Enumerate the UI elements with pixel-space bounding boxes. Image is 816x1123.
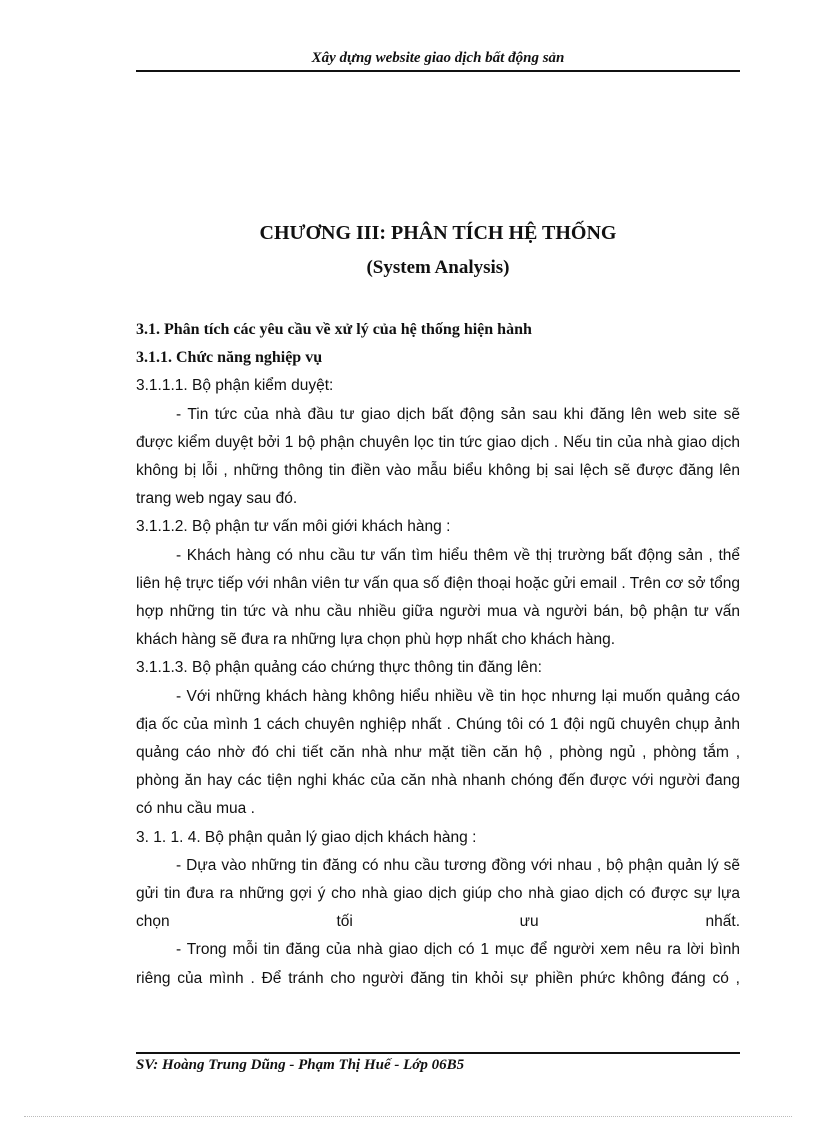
header-rule	[136, 70, 740, 72]
chapter-subtitle: (System Analysis)	[366, 257, 510, 278]
paragraph: - Khách hàng có nhu cầu tư vấn tìm hiểu thêm về thị trường bất động sản , thể liên hệ trực tiếp với nhân viên tư vấn qua số điện thoại hoặc gửi email . Trên cơ sở tổng hợp những tin tức và nhu cầu nhiều giữa người mua và người bán, bộ phận tư vấn khách hàng sẽ đưa ra những lựa chọn phù hợp nhất cho khách hàng.	[136, 546, 740, 649]
subsection-heading: 3.1.1. Chức năng nghiệp vụ	[136, 349, 323, 367]
section-heading: 3.1. Phân tích các yêu cầu về xử lý của hệ thống hiện hành	[136, 321, 532, 338]
paragraph: - Trong mỗi tin đăng của nhà giao dịch có 1 mục để người xem nêu ra lời bình riêng của mình . Để tránh cho người đăng tin khỏi sự phiền phức không đáng có ,	[136, 941, 740, 987]
document-body	[136, 316, 740, 993]
page-edge-divider	[24, 1116, 792, 1117]
chapter-title: CHƯƠNG III: PHÂN TÍCH HỆ THỐNG	[259, 222, 617, 244]
item-title: 3.1.1.1. Bộ phận kiểm duyệt:	[136, 377, 334, 395]
footer-rule	[136, 1052, 740, 1054]
item-title: 3.1.1.2. Bộ phận tư vấn môi giới khách hàng :	[136, 518, 451, 536]
paragraph: - Với những khách hàng không hiểu nhiều về tin học nhưng lại muốn quảng cáo địa ốc của mình 1 cách chuyên nghiệp nhất . Chúng tôi có 1 đội ngũ chuyên chụp ảnh quảng cáo nhờ đó chi tiết căn nhà như mặt tiền căn hộ , phòng ngủ , phòng tắm , phòng ăn hay các tiện nghi khác của căn nhà nhanh chóng đến được với người đang có nhu cầu mua .	[136, 687, 740, 818]
running-header: Xây dựng website giao dịch bất động sản	[311, 50, 565, 66]
item-title: 3. 1. 1. 4. Bộ phận quản lý giao dịch khách hàng :	[136, 828, 477, 846]
paragraph: - Tin tức của nhà đầu tư giao dịch bất động sản sau khi đăng lên web site sẽ được kiểm duyệt bởi 1 bộ phận chuyên lọc tin tức giao dịch . Nếu tin của nhà giao dịch không bị lỗi , những thông tin điền vào mẫu biểu không bị sai lệch sẽ được đăng lên trang web ngay sau đó.	[136, 405, 740, 508]
paragraph: - Dựa vào những tin đăng có nhu cầu tương đồng với nhau , bộ phận quản lý sẽ gửi tin đưa ra những gợi ý cho nhà giao dịch giúp cho nhà giao dịch có được sự lựa chọn tối ưu nhất.	[136, 856, 740, 931]
running-footer: SV: Hoàng Trung Dũng - Phạm Thị Huế - Lớp 06B5	[136, 1057, 465, 1073]
item-title: 3.1.1.3. Bộ phận quảng cáo chứng thực thông tin đăng lên:	[136, 659, 542, 677]
